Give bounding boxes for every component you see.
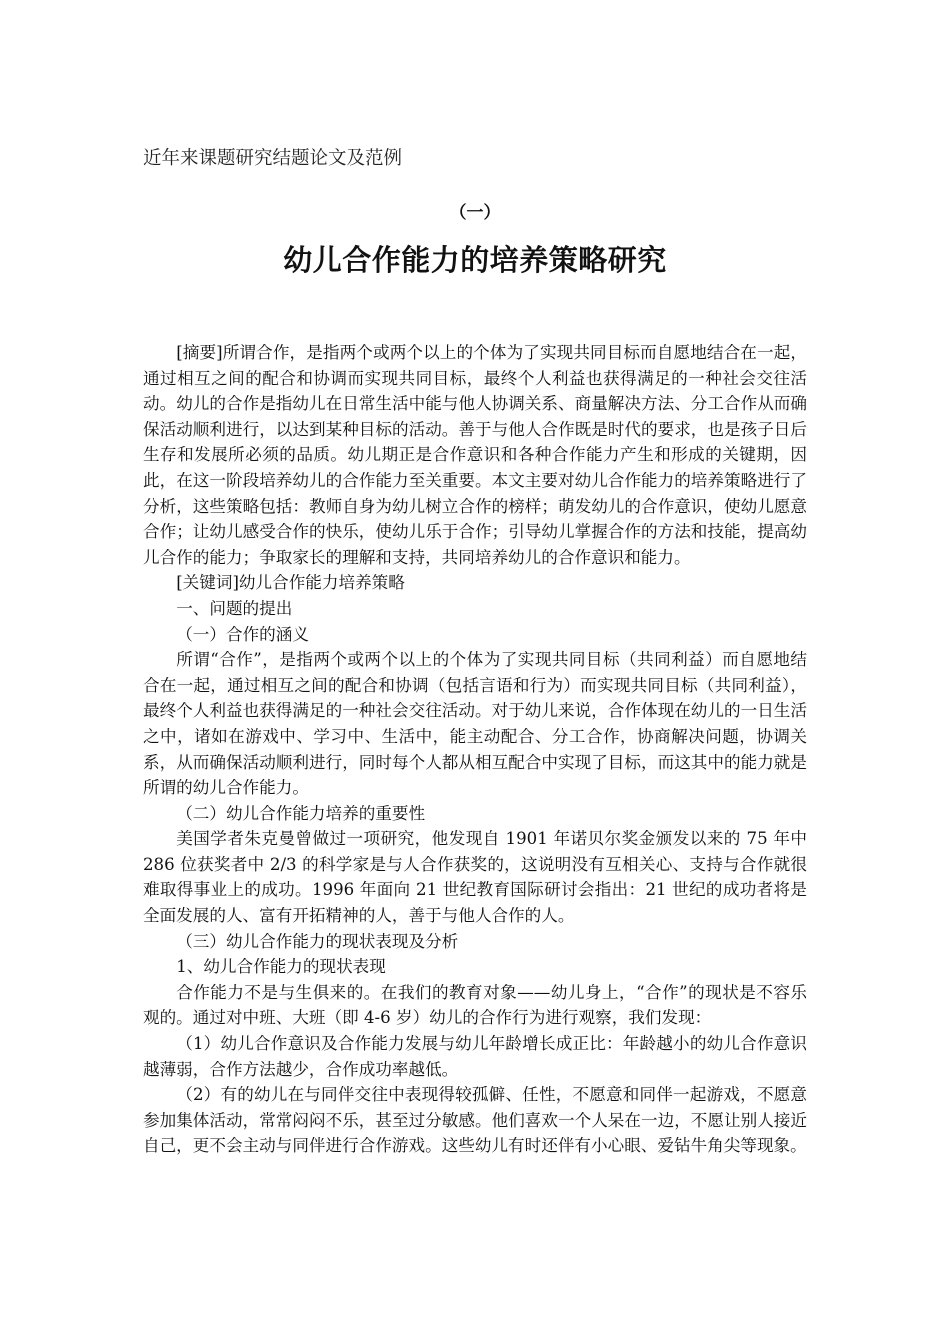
body-paragraph: 所谓“合作”，是指两个或两个以上的个体为了实现共同目标（共同利益）而自愿地结合在一起，通过相互之间的配合和协调（包括言语和行为）而实现共同目标（共同利益），最终个人利益也获得满足的一种社会交往活动。对于幼儿来说，合作体现在幼儿的一日生活之中，诸如在游戏中、学习中、生活中，能主动配合、分工合作，协商解决问题，协调关系，从而确保活动顺利进行，同时每个人都从相互配合中实现了目标，而这其中的能力就是所谓的幼儿合作能力。	[143, 650, 807, 798]
list-item: （1）幼儿合作意识及合作能力发展与幼儿年龄增长成正比：年龄越小的幼儿合作意识越薄弱，合作方法越少，合作成功率越低。	[143, 1034, 807, 1079]
body-paragraph: 合作能力不是与生俱来的。在我们的教育对象——幼儿身上，“合作”的现状是不容乐观的。通过对中班、大班（即 4-6 岁）幼儿的合作行为进行观察，我们发现：	[143, 982, 807, 1028]
article-body	[143, 340, 807, 1159]
list-item: （2）有的幼儿在与同伴交往中表现得较孤僻、任性，不愿意和同伴一起游戏，不愿意参加集体活动，常常闷闷不乐，甚至过分敏感。他们喜欢一个人呆在一边，不愿让别人接近自己，更不会主动与同伴进行合作游戏。这些幼儿有时还伴有小心眼、爱钻牛角尖等现象。	[143, 1085, 807, 1156]
keywords-paragraph: [关键词]幼儿合作能力培养策略	[176, 573, 405, 593]
body-paragraph: 美国学者朱克曼曾做过一项研究，他发现自 1901 年诺贝尔奖金颁发以来的 75 年中 286 位获奖者中 2/3 的科学家是与人合作获奖的，这说明没有互相关心、支持与合作就很难取得事业上的成功。1996 年面向 21 世纪教育国际研讨会指出：21 世纪的成功者将是全面发展的人、富有开拓精神的人，善于与他人合作的人。	[143, 829, 807, 926]
page-title: 幼儿合作能力的培养策略研究	[283, 243, 667, 277]
abstract-paragraph: [摘要]所谓合作，是指两个或两个以上的个体为了实现共同目标而自愿地结合在一起，通过相互之间的配合和协调而实现共同目标，最终个人利益也获得满足的一种社会交往活动。幼儿的合作是指幼儿在日常生活中能与他人协调关系、商量解决方法、分工合作从而确保活动顺利进行，以达到某种目标的活动。善于与他人合作既是时代的要求，也是孩子日后生存和发展所必须的品质。幼儿期正是合作意识和各种合作能力产生和形成的关键期，因此，在这一阶段培养幼儿的合作能力至关重要。本文主要对幼儿合作能力的培养策略进行了分析，这些策略包括：教师自身为幼儿树立合作的榜样；萌发幼儿的合作意识，使幼儿愿意合作；让幼儿感受合作的快乐，使幼儿乐于合作；引导幼儿掌握合作的方法和技能，提高幼儿合作的能力；争取家长的理解和支持，共同培养幼儿的合作意识和能力。	[143, 343, 807, 567]
subsection-heading: （二）幼儿合作能力培养的重要性	[176, 803, 426, 823]
subsection-heading: （一）合作的涵义	[176, 624, 309, 644]
section-heading: 一、问题的提出	[176, 598, 293, 618]
document-header: 近年来课题研究结题论文及范例	[143, 148, 403, 169]
item-heading: 1、幼儿合作能力的现状表现	[176, 957, 386, 977]
section-number: （一）	[449, 203, 501, 223]
subsection-heading: （三）幼儿合作能力的现状表现及分析	[176, 931, 459, 951]
